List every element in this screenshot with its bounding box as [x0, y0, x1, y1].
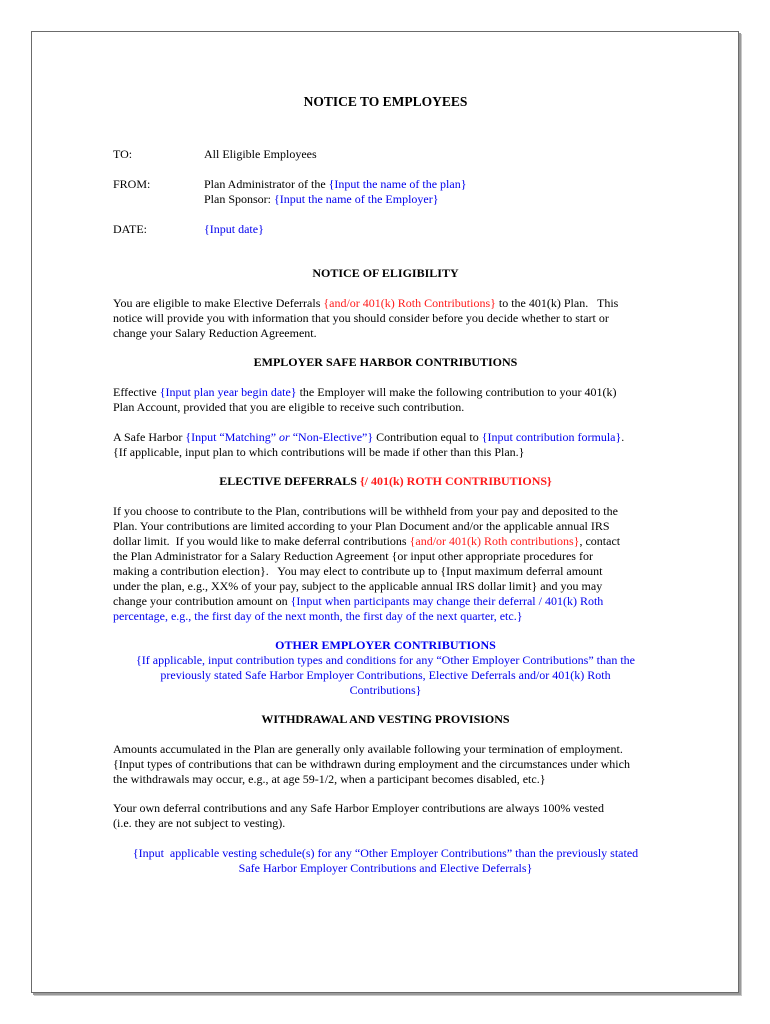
- from-line-2-text: Plan Sponsor:: [204, 192, 275, 206]
- eligibility-line-3: change your Salary Reduction Agreement.: [113, 326, 317, 340]
- elective-heading-a: ELECTIVE DEFERRALS: [219, 474, 360, 488]
- eligibility-text-c: to the 401(k) Plan. This: [495, 296, 619, 310]
- to-value: All Eligible Employees: [204, 147, 317, 161]
- elective-heading: [113, 474, 658, 489]
- other-line-1: {If applicable, input contribution types and conditions for any “Other Employer Contributions” than the: [136, 653, 635, 667]
- vesting-line-2: Safe Harbor Employer Contributions and Elective Deferrals}: [238, 861, 533, 875]
- from-line-2: [204, 192, 439, 207]
- formula-placeholder: {Input contribution formula}: [481, 430, 622, 444]
- withdrawal-p2-line-1: Your own deferral contributions and any Safe Harbor Employer contributions are always 100% vested: [113, 801, 604, 815]
- date-placeholder: {Input date}: [204, 222, 264, 236]
- other-line-3: Contributions}: [349, 683, 422, 697]
- roth-placeholder: {and/or 401(k) Roth Contributions}: [323, 296, 496, 310]
- to-label: TO:: [113, 147, 133, 161]
- employer-name-placeholder: {Input the name of the Employer}: [274, 192, 439, 206]
- elective-heading-roth: {/ 401(k) ROTH CONTRIBUTIONS}: [359, 474, 552, 488]
- safe-harbor-heading: EMPLOYER SAFE HARBOR CONTRIBUTIONS: [253, 355, 518, 369]
- eligibility-heading: NOTICE OF ELIGIBILITY: [312, 266, 459, 280]
- safe-harbor-p2-line-1: [113, 430, 658, 445]
- elective-l3-roth: {and/or 401(k) Roth contributions}: [409, 534, 580, 548]
- safe-harbor-text-a: Effective: [113, 385, 160, 399]
- plan-name-placeholder: {Input the name of the plan}: [328, 177, 467, 191]
- from-line-1-text: Plan Administrator of the: [204, 177, 329, 191]
- withdrawal-p1-line-2: {Input types of contributions that can be withdrawn during employment and the circumstances under which: [113, 757, 630, 771]
- page-title: NOTICE TO EMPLOYEES: [303, 94, 468, 109]
- matching-placeholder: {Input “Matching”: [185, 430, 280, 444]
- elective-line-7: [113, 594, 658, 609]
- eligibility-line-2: notice will provide you with information that you should consider before you decide whether to start or: [113, 311, 609, 325]
- non-elective-placeholder: “Non-Elective”}: [289, 430, 374, 444]
- eligibility-text-a: You are eligible to make Elective Deferrals: [113, 296, 324, 310]
- plan-year-placeholder: {Input plan year begin date}: [159, 385, 297, 399]
- safe-harbor-p1-line-2: Plan Account, provided that you are eligible to receive such contribution.: [113, 400, 465, 414]
- withdrawal-p1-line-1: Amounts accumulated in the Plan are generally only available following your termination of employment.: [113, 742, 623, 756]
- elective-line-4: the Plan Administrator for a Salary Reduction Agreement {or input other appropriate procedures for: [113, 549, 593, 563]
- safe-harbor-text-c: the Employer will make the following contribution to your 401(k): [296, 385, 617, 399]
- safe-harbor-p2-text-d: Contribution equal to: [373, 430, 482, 444]
- elective-line-8: percentage, e.g., the first day of the next month, the first day of the next quarter, etc.}: [113, 609, 523, 623]
- elective-line-5: making a contribution election}. You may elect to contribute up to {Input maximum deferral amount: [113, 564, 603, 578]
- safe-harbor-p2-line-2: {If applicable, input plan to which contributions will be made if other than this Plan.}: [113, 445, 525, 459]
- withdrawal-heading: WITHDRAWAL AND VESTING PROVISIONS: [261, 712, 510, 726]
- from-line-1: [204, 177, 466, 192]
- safe-harbor-p1-line-1: [113, 385, 658, 400]
- or-word: or: [279, 430, 290, 444]
- date-label: DATE:: [113, 222, 147, 236]
- elective-line-3: [113, 534, 658, 549]
- safe-harbor-p2-text-a: A Safe Harbor: [113, 430, 186, 444]
- withdrawal-p1-line-3: the withdrawals may occur, e.g., at age 59-1/2, when a participant becomes disabled, etc.}: [113, 772, 546, 786]
- other-line-2: previously stated Safe Harbor Employer Contributions, Elective Deferrals and/or 401(k) Roth: [160, 668, 611, 682]
- eligibility-line-1: [113, 296, 658, 311]
- elective-l3-c: , contact: [579, 534, 621, 548]
- withdrawal-p2-line-2: (i.e. they are not subject to vesting).: [113, 816, 286, 830]
- elective-l3-a: dollar limit. If you would like to make deferral contributions: [113, 534, 410, 548]
- elective-l7-a: change your contribution amount on: [113, 594, 291, 608]
- elective-line-6: under the plan, e.g., XX% of your pay, subject to the applicable annual IRS dollar limit} and you may: [113, 579, 603, 593]
- elective-l7-placeholder: {Input when participants may change their deferral / 401(k) Roth: [290, 594, 604, 608]
- from-label: FROM:: [113, 177, 151, 191]
- elective-line-1: If you choose to contribute to the Plan, contributions will be withheld from your pay and deposited to the: [113, 504, 618, 518]
- vesting-line-1: {Input applicable vesting schedule(s) for any “Other Employer Contributions” than the previously stated: [132, 846, 639, 860]
- elective-line-2: Plan. Your contributions are limited according to your Plan Document and/or the applicable annual IRS: [113, 519, 610, 533]
- safe-harbor-p2-text-f: .: [621, 430, 625, 444]
- other-heading: OTHER EMPLOYER CONTRIBUTIONS: [275, 638, 496, 652]
